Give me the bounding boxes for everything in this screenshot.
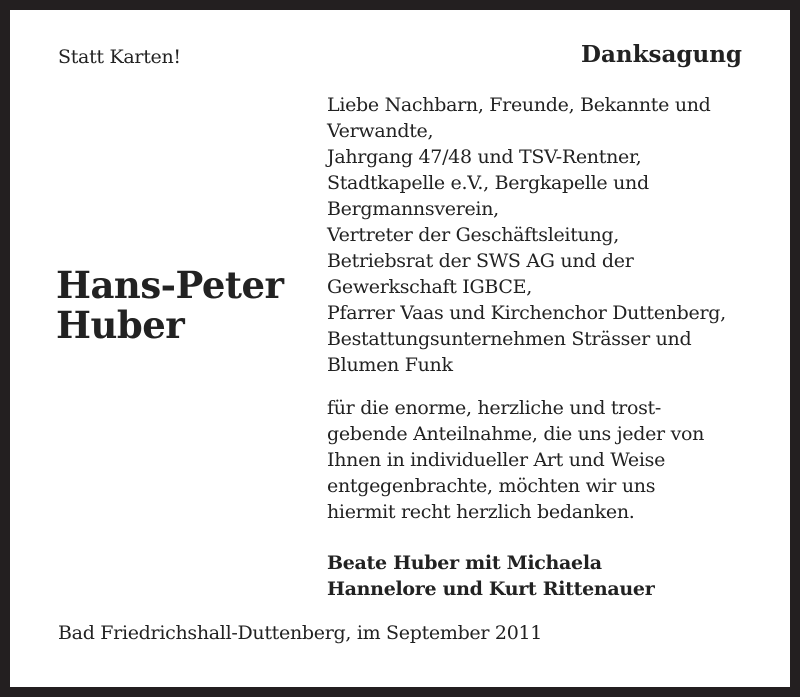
signature — [327, 550, 654, 602]
text-line: Verwandte, — [327, 120, 434, 142]
text-line: Bergmannsverein, — [327, 198, 499, 220]
text-line: Betriebsrat der SWS AG und der — [327, 250, 634, 272]
name-last: Huber — [56, 303, 185, 347]
notice-card — [10, 10, 790, 687]
text-line: für die enorme, herzliche und trost- — [327, 397, 661, 419]
text-line: Stadtkapelle e.V., Bergkapelle und — [327, 172, 649, 194]
text-line: Blumen Funk — [327, 354, 453, 376]
danksagung-heading: Danksagung — [581, 41, 742, 68]
text-line: Vertreter der Geschäftsleitung, — [327, 224, 620, 246]
place-date: Bad Friedrichshall-Duttenberg, im September 2011 — [58, 622, 543, 644]
statt-karten-label: Statt Karten! — [58, 46, 181, 68]
text-line: gebende Anteilnahme, die uns jeder von — [327, 423, 705, 445]
name-first: Hans-Peter — [56, 263, 284, 307]
thanks-recipients — [327, 92, 726, 378]
text-line: entgegenbrachte, möchten wir uns — [327, 475, 656, 497]
signature-line: Hannelore und Kurt Rittenauer — [327, 578, 655, 600]
text-line: hiermit recht herzlich bedanken. — [327, 501, 635, 523]
text-line: Pfarrer Vaas und Kirchenchor Duttenberg, — [327, 302, 726, 324]
thanks-paragraph — [327, 395, 704, 525]
text-line: Ihnen in individueller Art und Weise — [327, 449, 666, 471]
signature-line: Beate Huber mit Michaela — [327, 552, 602, 574]
text-line: Bestattungsunternehmen Strässer und — [327, 328, 692, 350]
text-line: Liebe Nachbarn, Freunde, Bekannte und — [327, 94, 711, 116]
text-line: Jahrgang 47/48 und TSV-Rentner, — [327, 146, 642, 168]
text-line: Gewerkschaft IGBCE, — [327, 276, 532, 298]
deceased-name — [56, 265, 284, 345]
